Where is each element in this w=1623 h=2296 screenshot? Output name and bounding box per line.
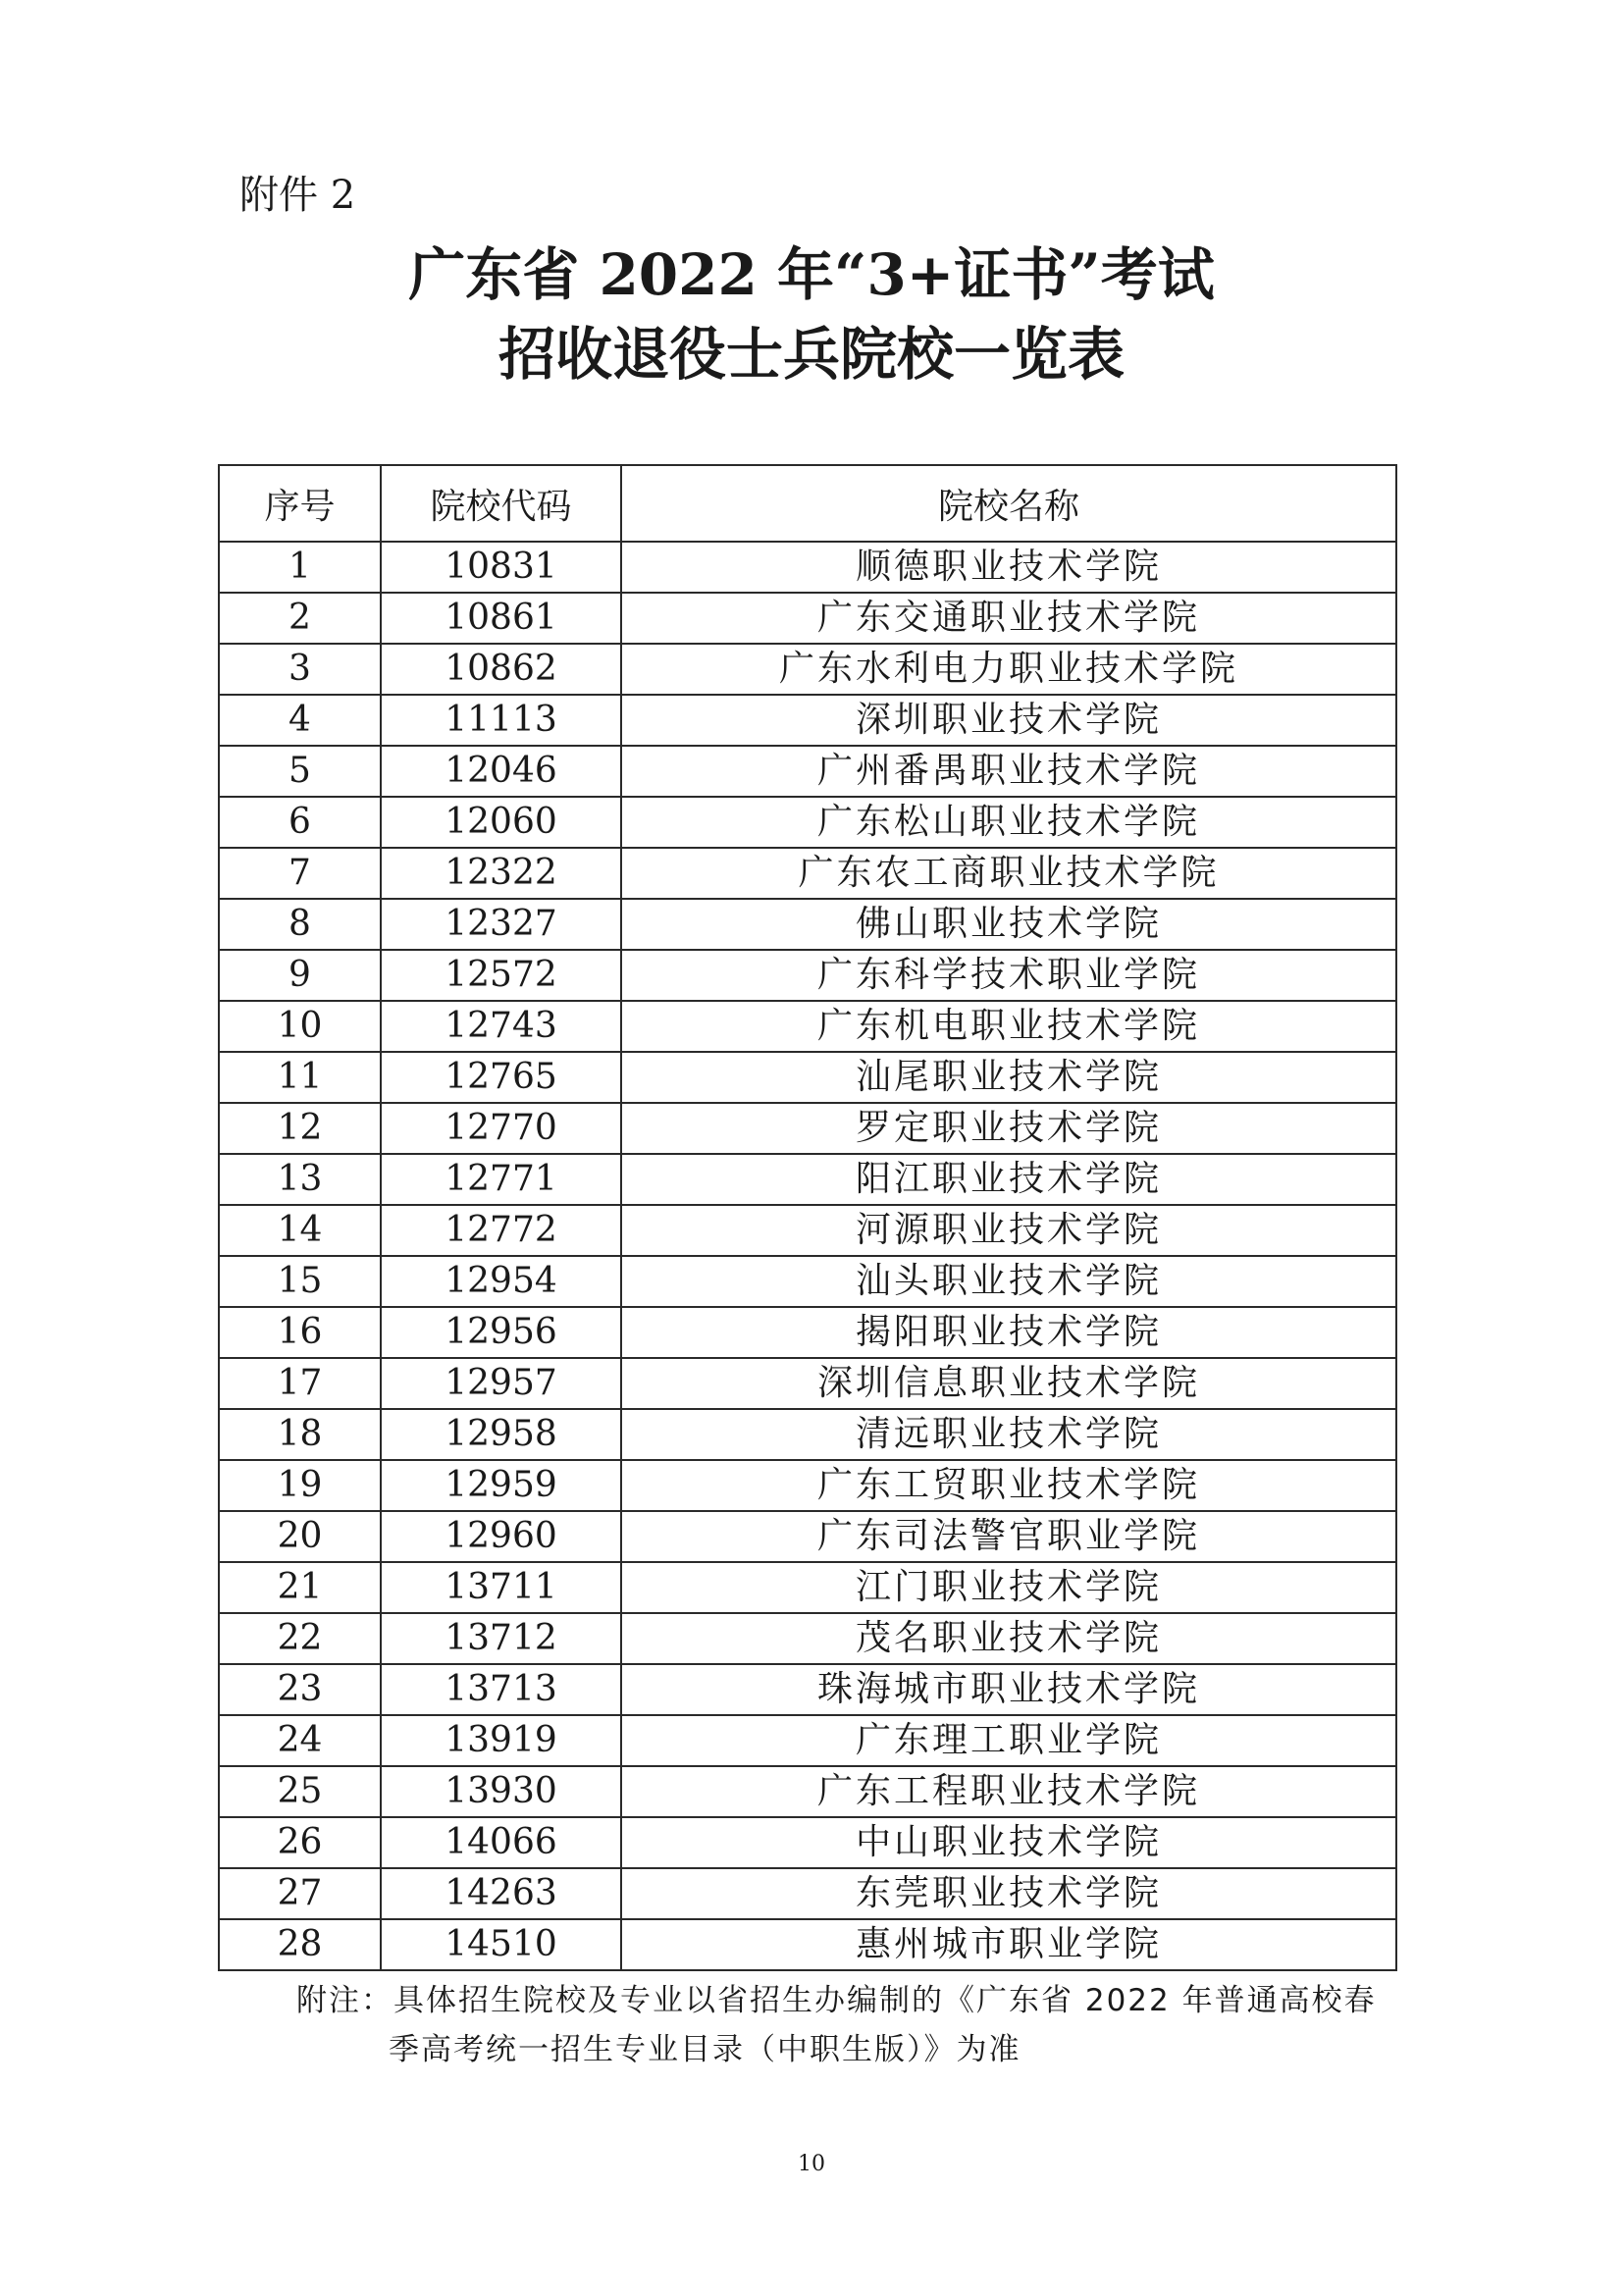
cell-seq: 1	[219, 542, 381, 593]
cell-name: 顺德职业技术学院	[621, 542, 1396, 593]
cell-seq: 26	[219, 1817, 381, 1868]
cell-name: 阳江职业技术学院	[621, 1154, 1396, 1205]
cell-code: 12772	[381, 1205, 621, 1256]
table-row	[219, 1562, 1396, 1613]
cell-seq: 16	[219, 1307, 381, 1358]
cell-seq: 18	[219, 1409, 381, 1460]
cell-seq: 23	[219, 1664, 381, 1715]
cell-code: 12957	[381, 1358, 621, 1409]
cell-seq: 15	[219, 1256, 381, 1307]
page-number: 10	[798, 2152, 825, 2176]
cell-code: 10831	[381, 542, 621, 593]
cell-name: 广东工程职业技术学院	[621, 1766, 1396, 1817]
cell-code: 12958	[381, 1409, 621, 1460]
cell-code: 12765	[381, 1052, 621, 1103]
cell-code: 13919	[381, 1715, 621, 1766]
cell-seq: 24	[219, 1715, 381, 1766]
cell-code: 12060	[381, 797, 621, 848]
table-header-row	[219, 465, 1396, 542]
schools-table	[218, 464, 1397, 1971]
cell-name: 江门职业技术学院	[621, 1562, 1396, 1613]
cell-name: 珠海城市职业技术学院	[621, 1664, 1396, 1715]
cell-code: 12959	[381, 1460, 621, 1511]
cell-name: 广东农工商职业技术学院	[621, 848, 1396, 899]
table-row	[219, 1307, 1396, 1358]
footnote-line-2: 季高考统一招生专业目录（中职生版）》为准	[389, 2032, 1021, 2067]
cell-name: 东莞职业技术学院	[621, 1868, 1396, 1919]
cell-code: 10862	[381, 644, 621, 695]
cell-seq: 25	[219, 1766, 381, 1817]
cell-code: 12743	[381, 1001, 621, 1052]
cell-name: 广东司法警官职业学院	[621, 1511, 1396, 1562]
cell-name: 广东水利电力职业技术学院	[621, 644, 1396, 695]
table-row	[219, 1460, 1396, 1511]
cell-code: 14066	[381, 1817, 621, 1868]
table-row	[219, 1358, 1396, 1409]
table-row	[219, 542, 1396, 593]
cell-code: 13713	[381, 1664, 621, 1715]
cell-seq: 22	[219, 1613, 381, 1664]
cell-name: 广东机电职业技术学院	[621, 1001, 1396, 1052]
page-title: 广东省 2022 年“3+证书”考试	[408, 241, 1215, 308]
cell-code: 13711	[381, 1562, 621, 1613]
cell-code: 12572	[381, 950, 621, 1001]
cell-code: 12771	[381, 1154, 621, 1205]
cell-code: 12954	[381, 1256, 621, 1307]
cell-name: 广东科学技术职业学院	[621, 950, 1396, 1001]
table-row	[219, 950, 1396, 1001]
table-row	[219, 1919, 1396, 1970]
footnote-line-1: 附注：具体招生院校及专业以省招生办编制的《广东省 2022 年普通高校春	[296, 1983, 1377, 2018]
cell-seq: 4	[219, 695, 381, 746]
cell-seq: 8	[219, 899, 381, 950]
cell-name: 河源职业技术学院	[621, 1205, 1396, 1256]
cell-code: 12327	[381, 899, 621, 950]
cell-seq: 21	[219, 1562, 381, 1613]
attachment-label: 附件 2	[239, 173, 356, 218]
cell-code: 10861	[381, 593, 621, 644]
table-row	[219, 899, 1396, 950]
cell-seq: 11	[219, 1052, 381, 1103]
cell-code: 12322	[381, 848, 621, 899]
cell-code: 12046	[381, 746, 621, 797]
cell-seq: 20	[219, 1511, 381, 1562]
cell-name: 广东松山职业技术学院	[621, 797, 1396, 848]
cell-code: 12770	[381, 1103, 621, 1154]
table-row	[219, 1511, 1396, 1562]
cell-seq: 5	[219, 746, 381, 797]
table-row	[219, 1205, 1396, 1256]
cell-seq: 14	[219, 1205, 381, 1256]
table-row	[219, 695, 1396, 746]
cell-seq: 12	[219, 1103, 381, 1154]
cell-name: 广东工贸职业技术学院	[621, 1460, 1396, 1511]
cell-name: 茂名职业技术学院	[621, 1613, 1396, 1664]
cell-code: 11113	[381, 695, 621, 746]
cell-seq: 10	[219, 1001, 381, 1052]
cell-code: 12956	[381, 1307, 621, 1358]
cell-code: 12960	[381, 1511, 621, 1562]
cell-name: 汕头职业技术学院	[621, 1256, 1396, 1307]
cell-name: 中山职业技术学院	[621, 1817, 1396, 1868]
table-row	[219, 644, 1396, 695]
cell-seq: 9	[219, 950, 381, 1001]
cell-seq: 13	[219, 1154, 381, 1205]
header-seq: 序号	[219, 465, 381, 542]
cell-name: 深圳职业技术学院	[621, 695, 1396, 746]
cell-name: 广东交通职业技术学院	[621, 593, 1396, 644]
table-row	[219, 1052, 1396, 1103]
cell-code: 14263	[381, 1868, 621, 1919]
cell-name: 罗定职业技术学院	[621, 1103, 1396, 1154]
cell-seq: 6	[219, 797, 381, 848]
table-row	[219, 1001, 1396, 1052]
table-row	[219, 1103, 1396, 1154]
page-subtitle: 招收退役士兵院校一览表	[497, 321, 1125, 388]
table-row	[219, 1715, 1396, 1766]
cell-seq: 28	[219, 1919, 381, 1970]
table-row	[219, 1154, 1396, 1205]
cell-code: 14510	[381, 1919, 621, 1970]
cell-name: 广州番禺职业技术学院	[621, 746, 1396, 797]
cell-name: 汕尾职业技术学院	[621, 1052, 1396, 1103]
table-row	[219, 1613, 1396, 1664]
cell-seq: 3	[219, 644, 381, 695]
table-row	[219, 1868, 1396, 1919]
table-body	[219, 542, 1396, 1970]
header-name: 院校名称	[621, 465, 1396, 542]
cell-code: 13712	[381, 1613, 621, 1664]
table-row	[219, 593, 1396, 644]
table-row	[219, 848, 1396, 899]
table-row	[219, 1817, 1396, 1868]
table-row	[219, 797, 1396, 848]
cell-name: 惠州城市职业学院	[621, 1919, 1396, 1970]
table-row	[219, 1664, 1396, 1715]
cell-name: 清远职业技术学院	[621, 1409, 1396, 1460]
header-code: 院校代码	[381, 465, 621, 542]
table-row	[219, 1256, 1396, 1307]
cell-name: 佛山职业技术学院	[621, 899, 1396, 950]
cell-seq: 7	[219, 848, 381, 899]
table-row	[219, 746, 1396, 797]
cell-seq: 27	[219, 1868, 381, 1919]
table-row	[219, 1766, 1396, 1817]
cell-name: 深圳信息职业技术学院	[621, 1358, 1396, 1409]
cell-seq: 2	[219, 593, 381, 644]
table-row	[219, 1409, 1396, 1460]
cell-code: 13930	[381, 1766, 621, 1817]
cell-name: 揭阳职业技术学院	[621, 1307, 1396, 1358]
cell-seq: 17	[219, 1358, 381, 1409]
cell-seq: 19	[219, 1460, 381, 1511]
cell-name: 广东理工职业学院	[621, 1715, 1396, 1766]
